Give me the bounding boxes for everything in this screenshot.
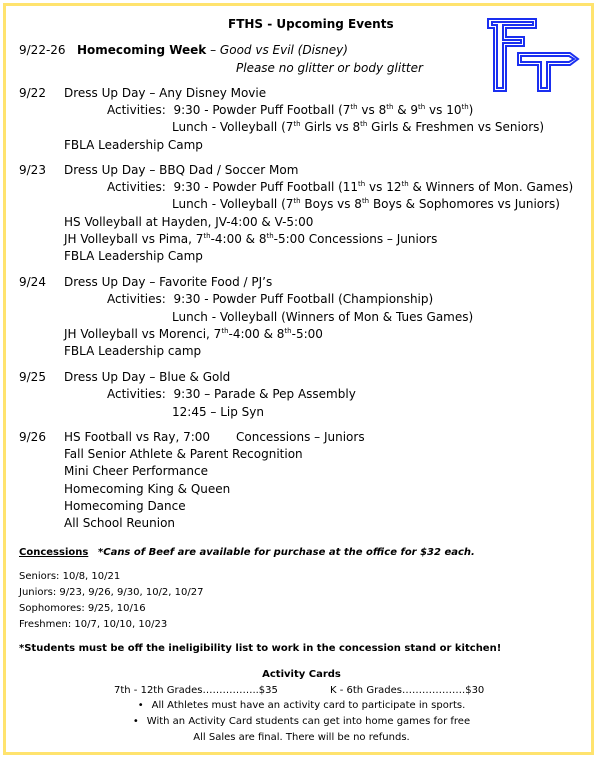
day-date: 9/24 xyxy=(19,275,46,289)
homecoming-title: Homecoming Week xyxy=(77,43,207,57)
fbla-camp: FBLA Leadership camp xyxy=(64,344,202,358)
lunch-line: Lunch - Volleyball (7th Boys vs 8th Boys & Sophomores vs Juniors) xyxy=(172,197,560,211)
price-k-6: K - 6th Grades……………….$30 xyxy=(330,685,485,696)
day-date: 9/23 xyxy=(19,163,46,177)
day-date: 9/25 xyxy=(19,370,46,384)
sales-final-note: All Sales are final. There will be no refunds. xyxy=(193,732,410,743)
concessions-note: Concessions – Juniors xyxy=(236,430,365,444)
day-date: 9/22 xyxy=(19,86,46,100)
fbla-camp: FBLA Leadership Camp xyxy=(64,138,203,152)
activities-line: Activities: 9:30 – Parade & Pep Assembly xyxy=(107,387,356,401)
concession-row: Seniors: 10/8, 10/21 xyxy=(19,571,121,582)
activities-line: Activities: 9:30 - Powder Puff Football (11th vs 12th & Winners of Mon. Games) xyxy=(107,180,574,194)
dress-up-day: Dress Up Day – Favorite Food / PJ’s xyxy=(64,275,273,289)
event-item: Homecoming Dance xyxy=(64,499,186,513)
dress-up-day: Dress Up Day – Blue & Gold xyxy=(64,370,231,384)
concession-row: Juniors: 9/23, 9/26, 9/30, 10/2, 10/27 xyxy=(19,587,204,598)
dress-up-day: Dress Up Day – Any Disney Movie xyxy=(64,86,267,100)
event-item: Mini Cheer Performance xyxy=(64,464,208,478)
day-date: 9/26 xyxy=(19,430,46,444)
dress-up-day: Dress Up Day – BBQ Dad / Soccer Mom xyxy=(64,163,299,177)
lunch-line: Lunch - Volleyball (7th Girls vs 8th Girls & Freshmen vs Seniors) xyxy=(172,120,545,134)
concession-row: Sophomores: 9/25, 10/16 xyxy=(19,603,146,614)
concessions-heading: Concessions xyxy=(19,547,89,558)
activities-line: Activities: 9:30 - Powder Puff Football (7th vs 8th & 9th vs 10th) xyxy=(107,103,474,117)
jh-volleyball: JH Volleyball vs Morenci, 7th-4:00 & 8th-5:00 xyxy=(64,327,323,341)
ft-logo-icon xyxy=(484,15,582,97)
lip-syn: 12:45 – Lip Syn xyxy=(172,405,264,419)
fbla-camp: FBLA Leadership Camp xyxy=(64,249,203,263)
event-item: Fall Senior Athlete & Parent Recognition xyxy=(64,447,303,461)
activity-card-bullet: • With an Activity Card students can get into home games for free xyxy=(0,715,603,729)
concession-row: Freshmen: 10/7, 10/10, 10/23 xyxy=(19,619,168,630)
activities-line: Activities: 9:30 - Powder Puff Football (Championship) xyxy=(107,292,434,306)
homecoming-note: Please no glitter or body glitter xyxy=(236,61,423,75)
hs-volleyball: HS Volleyball at Hayden, JV-4:00 & V-5:00 xyxy=(64,215,314,229)
beef-note: *Cans of Beef are available for purchase at the office for $32 each. xyxy=(98,547,475,558)
jh-volleyball: JH Volleyball vs Pima, 7th-4:00 & 8th-5:00 Concessions – Juniors xyxy=(64,232,438,246)
price-7-12: 7th - 12th Grades……………..$35 xyxy=(114,685,278,696)
lunch-line: Lunch - Volleyball (Winners of Mon & Tues Games) xyxy=(172,310,474,324)
hs-football: HS Football vs Ray, 7:00 xyxy=(64,430,211,444)
event-item: Homecoming King & Queen xyxy=(64,482,231,496)
homecoming-date: 9/22-26 xyxy=(19,43,66,57)
page-title: FTHS - Upcoming Events xyxy=(228,17,394,31)
homecoming-line xyxy=(77,43,348,58)
event-item: All School Reunion xyxy=(64,516,176,530)
eligibility-note: *Students must be off the ineligibility list to work in the concession stand or kitchen! xyxy=(19,643,502,654)
activity-cards-heading: Activity Cards xyxy=(262,669,341,680)
homecoming-theme: – Good vs Evil (Disney) xyxy=(210,43,348,57)
activity-card-bullet: • All Athletes must have an activity card to participate in sports. xyxy=(0,699,603,713)
